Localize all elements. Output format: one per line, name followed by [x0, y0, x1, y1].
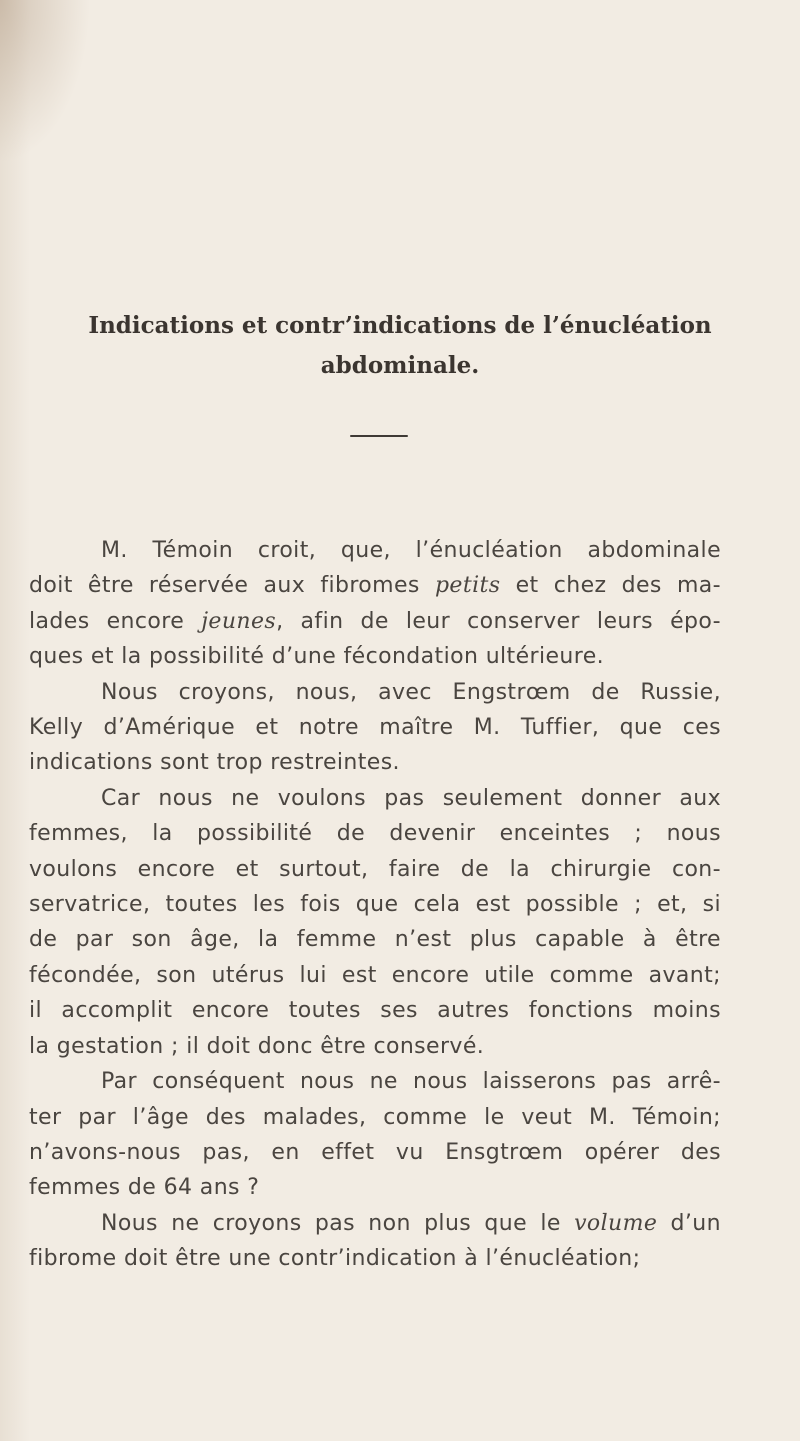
text-segment: , afin de leur conserver leurs épo- [276, 608, 721, 634]
body-text [29, 533, 721, 1277]
text-segment: il accomplit encore toutes ses autres fonctions moins [29, 998, 721, 1024]
chapter-heading [40, 306, 760, 386]
text-line [29, 993, 721, 1028]
text-segment: d’un [657, 1210, 721, 1236]
text-line [29, 887, 721, 922]
text-line [29, 922, 721, 957]
text-line [29, 1029, 721, 1064]
text-segment: et chez des ma- [500, 573, 721, 599]
text-line [29, 1135, 721, 1170]
paragraph [29, 1064, 721, 1206]
paragraph [29, 533, 721, 675]
ornamental-rule [350, 435, 408, 437]
text-line [29, 1100, 721, 1135]
text-segment: Nous croyons, nous, avec Engstrœm de Russie, [101, 679, 721, 705]
text-line [29, 958, 721, 993]
text-segment: servatrice, toutes les fois que cela est possible ; et, si [29, 892, 721, 918]
text-segment: ter par l’âge des malades, comme le veut M. Témoin; [29, 1104, 721, 1130]
text-line [29, 1170, 721, 1205]
heading-line-1: Indications et contr’indications de l’énucléation [88, 312, 712, 339]
text-segment: Car nous ne voulons pas seulement donner aux [101, 785, 721, 811]
text-line [65, 675, 721, 710]
text-segment: Nous ne croyons pas non plus que le [101, 1210, 575, 1236]
text-line [29, 816, 721, 851]
text-segment: la gestation ; il doit donc être conservé. [29, 1033, 485, 1059]
text-line [65, 533, 721, 568]
text-segment: M. Témoin croit, que, l’énucléation abdominale [101, 538, 721, 563]
text-segment: lades encore [29, 608, 202, 634]
paragraph [29, 781, 721, 1064]
paragraph [29, 1206, 721, 1277]
italic-emphasis: petits [434, 573, 501, 599]
text-line [65, 1064, 721, 1099]
text-segment: doit être réservée aux fibromes [29, 573, 435, 599]
heading-line-2: abdominale. [320, 352, 480, 379]
text-line [65, 781, 721, 816]
text-segment: femmes de 64 ans ? [29, 1175, 260, 1201]
text-segment: Par conséquent nous ne nous laisserons pas arrê- [101, 1069, 721, 1095]
text-line [29, 852, 721, 887]
italic-emphasis: volume [574, 1210, 658, 1236]
text-line [29, 745, 721, 780]
text-segment: femmes, la possibilité de devenir enceintes ; nous [29, 821, 721, 847]
text-line [29, 710, 721, 745]
text-line [29, 604, 721, 639]
text-line [65, 1206, 721, 1241]
text-segment: Kelly d’Amérique et notre maître M. Tuffier, que ces [29, 715, 721, 741]
text-segment: fécondée, son utérus lui est encore utile comme avant; [29, 962, 721, 988]
text-segment: n’avons-nous pas, en effet vu Ensgtrœm opérer des [29, 1139, 721, 1165]
paragraph [29, 675, 721, 781]
italic-emphasis: jeunes [201, 608, 277, 634]
text-segment: fibrome doit être une contr’indication à l’énucléation; [29, 1246, 641, 1272]
text-segment: ques et la possibilité d’une fécondation ultérieure. [29, 644, 605, 670]
text-line [29, 1241, 721, 1276]
text-segment: indications sont trop restreintes. [29, 750, 400, 776]
text-segment: de par son âge, la femme n’est plus capable à être [29, 927, 721, 953]
text-segment: voulons encore et surtout, faire de la chirurgie con- [29, 856, 721, 882]
text-line [29, 568, 721, 603]
text-line [29, 639, 721, 674]
